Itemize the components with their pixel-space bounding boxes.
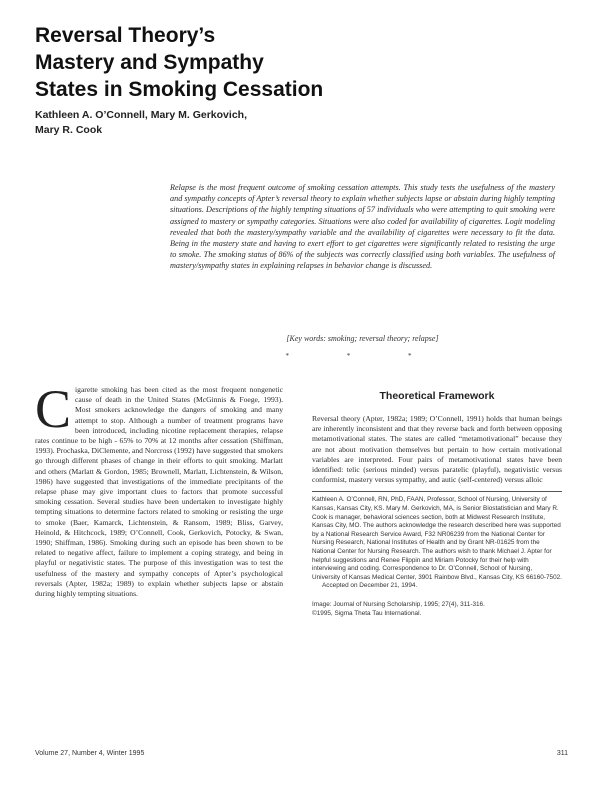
page-number: 311 xyxy=(556,750,568,757)
article-title xyxy=(35,22,455,103)
keywords: [Key words: smoking; reversal theory; relapse] xyxy=(286,334,439,343)
right-column xyxy=(312,385,562,618)
title-line: Mastery and Sympathy xyxy=(35,51,264,74)
accepted-date: Accepted on December 21, 1994. xyxy=(322,582,418,590)
author-list xyxy=(35,108,335,138)
author-line: Kathleen A. O’Connell, Mary M. Gerkovich, xyxy=(35,109,247,121)
title-line: States in Smoking Cessation xyxy=(35,78,324,101)
copyright-line: ©1995, Sigma Theta Tau International. xyxy=(312,609,422,617)
section-heading: Theoretical Framework xyxy=(379,390,495,402)
author-footnote xyxy=(312,491,562,591)
citation-line: Image: Journal of Nursing Scholarship, 1995; 27(4), 311-316. xyxy=(312,600,485,608)
author-line: Mary R. Cook xyxy=(35,124,103,136)
footer-volume: Volume 27, Number 4, Winter 1995 xyxy=(35,750,145,757)
right-column-text: Reversal theory (Apter, 1982a; 1989; O’Connell, 1991) holds that human beings are inherently inconsistent and that they reverse back and forth between opposing metamotivational states. The states are called “metamotivational” because they are not about motivation themselves but pertain to how certain motivational variables are interpreted. Four pairs of metamotivational states have been identified: telic (serious minded) versus paratelic (playful), negativistic versus conformist, mastery versus sympathy, and autic (self-centered) versus alloic xyxy=(312,414,562,485)
left-column-text: igarette smoking has been cited as the most frequent nongenetic cause of death in the United States (McGinnis & Foege, 1993). Most smokers acknowledge the dangers of smoking and many attempt to stop. Although a number of treatment programs have been introduced, including nicotine replacement therapies, relapse rates continue to be high - 65% to 70% at 12 months after cessation (Shiffman, 1993). Prochaska, DiClemente, and Norcross (1992) have suggested that smokers go through different phases of change in their efforts to quit smoking. Marlatt and others (Marlatt & Gordon, 1985; Brownell, Marlatt, Lichtenstein, & Wilson, 1986) have suggested that investigations of the immediate precipitants of the relapse phase may give important clues to factors that promote successful smoking cessation. Several studies have been undertaken to investigate highly tempting situations to determine factors related to smoking or resisting the urge to smoke (Baer, Kamarck, Lichtenstein, & Ransom, 1989; Bliss, Garvey, Heinold, & Hitchcock, 1989; O’Connell, Cook, Gerkovich, Potocky, & Swan, 1990; Shiffman, 1986). Smoking during such an episode has been shown to be related to negative affect, failure to implement a coping strategy, and being in playful or negativistic states. The purpose of this investigation was to test the usefulness of the mastery and sympathy concepts of Apter’s psychological reversals (Apter, 1982a; 1989) to explain whether subjects lapse or abstain during highly tempting situations. xyxy=(35,385,284,599)
abstract: Relapse is the most frequent outcome of smoking cessation attempts. This study tests the usefulness of the mastery and sympathy concepts of Apter’s reversal theory to explain whether subjects lapse or abstain during highly tempting situations. Descriptions of the highly tempting situations of 57 individuals who were attempting to quit smoking were assigned to mastery or sympathy categories. Situations were also coded for availability of cigarettes. Logit modeling revealed that both the mastery/sympathy variable and the availability of cigarettes were necessary to fit the data. Being in the mastery state and having to exert effort to get cigarettes were significantly related to resisting the urge to smoke. The smoking status of 86% of the subjects was correctly classified using both variables. The usefulness of mastery/sympathy states in explaining relapses in behavior change is discussed. xyxy=(170,183,555,271)
author-note-text: Kathleen A. O’Connell, RN, PhD, FAAN, Professor, School of Nursing, University of Kansas, Kansas City, KS. Mary M. Gerkovich, MA, is Senior Biostatistician and Mary R. Cook is manager, behavioral sciences section, both at Midwest Research Institute, Kansas City, MO. The authors acknowledge the research described here was supported by a National Research Service Award, F32 NR06239 from the National Center for Nursing Research, National Institutes of Health and by Grant NR-01625 from the National Center for Nursing Research. The authors wish to thank Michael J. Apter for helpful suggestions and Renee Flippin and Miriam Potocky for their help with interviewing and coding. Correspondence to Dr. O’Connell, School of Nursing, University of Kansas Medical Center, 3901 Rainbow Blvd., Kansas City, KS 66160-7502. xyxy=(312,496,562,581)
left-column xyxy=(35,379,284,599)
title-line: Reversal Theory’s xyxy=(35,24,216,47)
citation xyxy=(312,601,562,618)
section-ornament: * * * xyxy=(285,352,440,360)
drop-cap: C xyxy=(35,379,72,439)
